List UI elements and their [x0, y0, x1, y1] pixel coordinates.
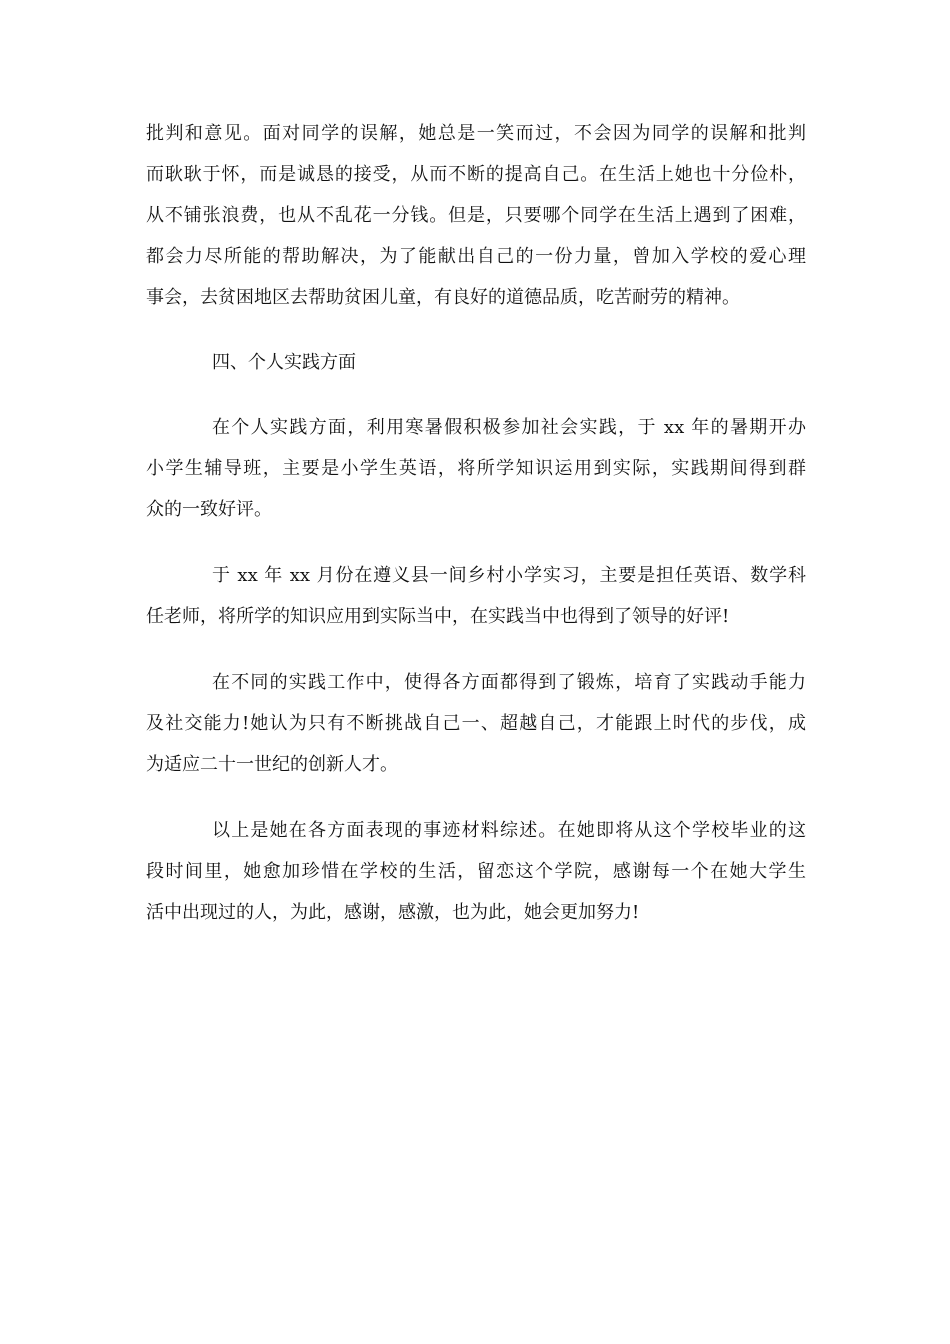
paragraph-personal-character [146, 113, 806, 318]
text-line: 及社交能力!她认为只有不断挑战自己一、超越自己，才能跟上时代的步伐，成 [146, 713, 806, 734]
text-line: 而耿耿于怀，而是诚恳的接受，从而不断的提高自己。在生活上她也十分俭朴， [146, 164, 806, 185]
paragraph-summary [146, 810, 806, 933]
paragraph-internship [146, 555, 806, 637]
text-line: 小学生辅导班，主要是小学生英语，将所学知识运用到实际，实践期间得到群 [146, 458, 806, 479]
text-line: 都会力尽所能的帮助解决，为了能献出自己的一份力量，曾加入学校的爱心理 [146, 246, 806, 267]
paragraph-spacer [146, 383, 806, 407]
text-line: 任老师，将所学的知识应用到实际当中，在实践当中也得到了领导的好评! [146, 606, 730, 627]
paragraph-spacer [146, 637, 806, 662]
text-line: 于 xx 年 xx 月份在遵义县一间乡村小学实习，主要是担任英语、数学科 [212, 565, 806, 586]
text-line: 在不同的实践工作中，使得各方面都得到了锻炼，培育了实践动手能力 [212, 672, 806, 693]
paragraph-spacer [146, 318, 806, 342]
section-heading [146, 342, 806, 383]
text-line: 事会，去贫困地区去帮助贫困儿童，有良好的道德品质，吃苦耐劳的精神。 [146, 287, 740, 308]
text-line: 为适应二十一世纪的创新人才。 [146, 754, 398, 775]
paragraph-social-practice [146, 407, 806, 530]
paragraph-spacer [146, 785, 806, 810]
text-line: 从不铺张浪费，也从不乱花一分钱。但是，只要哪个同学在生活上遇到了困难， [146, 205, 806, 226]
paragraph-practice-gains [146, 662, 806, 785]
text-line: 段时间里，她愈加珍惜在学校的生活，留恋这个学院，感谢每一个在她大学生 [146, 861, 806, 882]
paragraph-spacer [146, 530, 806, 555]
text-line: 在个人实践方面，利用寒暑假积极参加社会实践，于 xx 年的暑期开办 [212, 417, 806, 438]
section-heading-text: 四、个人实践方面 [212, 352, 356, 373]
text-line: 活中出现过的人，为此，感谢，感激，也为此，她会更加努力! [146, 902, 640, 923]
document-body [146, 113, 806, 933]
text-line: 以上是她在各方面表现的事迹材料综述。在她即将从这个学校毕业的这 [212, 820, 806, 841]
text-line: 众的一致好评。 [146, 499, 272, 520]
text-line: 批判和意见。面对同学的误解，她总是一笑而过，不会因为同学的误解和批判 [146, 123, 806, 144]
